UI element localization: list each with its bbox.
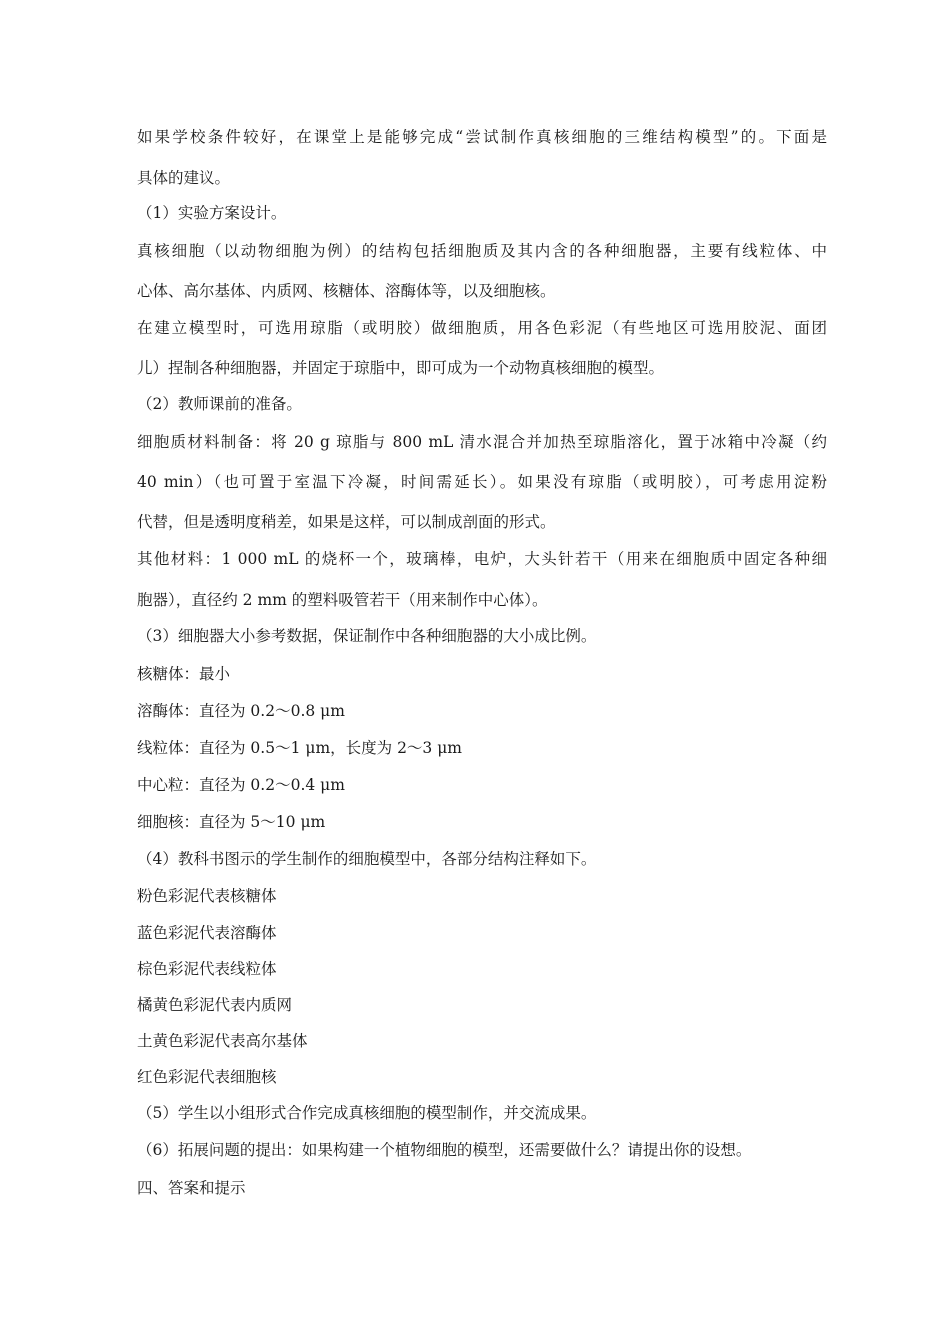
paragraph-line: 在建立模型时，可选用琼脂（或明胶）做细胞质，用各色彩泥（有些地区可选用胶泥、面团 bbox=[137, 319, 827, 337]
paragraph-line: 代替，但是透明度稍差，如果是这样，可以制成剖面的形式。 bbox=[137, 513, 556, 531]
list-item: 细胞核：直径为 5～10 μm bbox=[137, 813, 326, 831]
list-item: 溶酶体：直径为 0.2～0.8 μm bbox=[137, 702, 345, 720]
list-item: 棕色彩泥代表线粒体 bbox=[137, 960, 277, 978]
section-heading: （4）教科书图示的学生制作的细胞模型中，各部分结构注释如下。 bbox=[137, 850, 597, 868]
paragraph-line: 其他材料：1 000 mL 的烧杯一个，玻璃棒，电炉，大头针若干（用来在细胞质中固定各种细 bbox=[137, 550, 827, 568]
paragraph-line: 真核细胞（以动物细胞为例）的结构包括细胞质及其内含的各种细胞器，主要有线粒体、中 bbox=[137, 242, 827, 260]
section-heading: （3）细胞器大小参考数据，保证制作中各种细胞器的大小成比例。 bbox=[137, 627, 597, 645]
list-item: 粉色彩泥代表核糖体 bbox=[137, 887, 277, 905]
section-heading: （6）拓展问题的提出：如果构建一个植物细胞的模型，还需要做什么？请提出你的设想。 bbox=[137, 1141, 752, 1159]
section-heading: （2）教师课前的准备。 bbox=[137, 395, 302, 413]
list-item: 蓝色彩泥代表溶酶体 bbox=[137, 924, 277, 942]
section-heading: （5）学生以小组形式合作完成真核细胞的模型制作，并交流成果。 bbox=[137, 1104, 597, 1122]
list-item: 红色彩泥代表细胞核 bbox=[137, 1068, 277, 1086]
paragraph-line: 胞器），直径约 2 mm 的塑料吸管若干（用来制作中心体）。 bbox=[137, 591, 548, 609]
paragraph-line: 心体、高尔基体、内质网、核糖体、溶酶体等，以及细胞核。 bbox=[137, 282, 556, 300]
list-item: 核糖体：最小 bbox=[137, 665, 231, 683]
paragraph-line: 40 min）（也可置于室温下冷凝，时间需延长）。如果没有琼脂（或明胶），可考虑用淀粉 bbox=[137, 473, 827, 491]
paragraph-line: 儿）捏制各种细胞器，并固定于琼脂中，即可成为一个动物真核细胞的模型。 bbox=[137, 359, 665, 377]
chapter-heading: 四、答案和提示 bbox=[137, 1179, 246, 1197]
paragraph-line: 具体的建议。 bbox=[137, 169, 231, 187]
list-item: 橘黄色彩泥代表内质网 bbox=[137, 996, 293, 1014]
list-item: 土黄色彩泥代表高尔基体 bbox=[137, 1032, 308, 1050]
list-item: 中心粒：直径为 0.2～0.4 μm bbox=[137, 776, 345, 794]
paragraph-line: 细胞质材料制备：将 20 g 琼脂与 800 mL 清水混合并加热至琼脂溶化，置于冰箱中冷凝（约 bbox=[137, 433, 827, 451]
list-item: 线粒体：直径为 0.5～1 μm，长度为 2～3 μm bbox=[137, 739, 462, 757]
section-heading: （1）实验方案设计。 bbox=[137, 204, 287, 222]
paragraph-line: 如果学校条件较好，在课堂上是能够完成“尝试制作真核细胞的三维结构模型”的。下面是 bbox=[137, 128, 827, 146]
